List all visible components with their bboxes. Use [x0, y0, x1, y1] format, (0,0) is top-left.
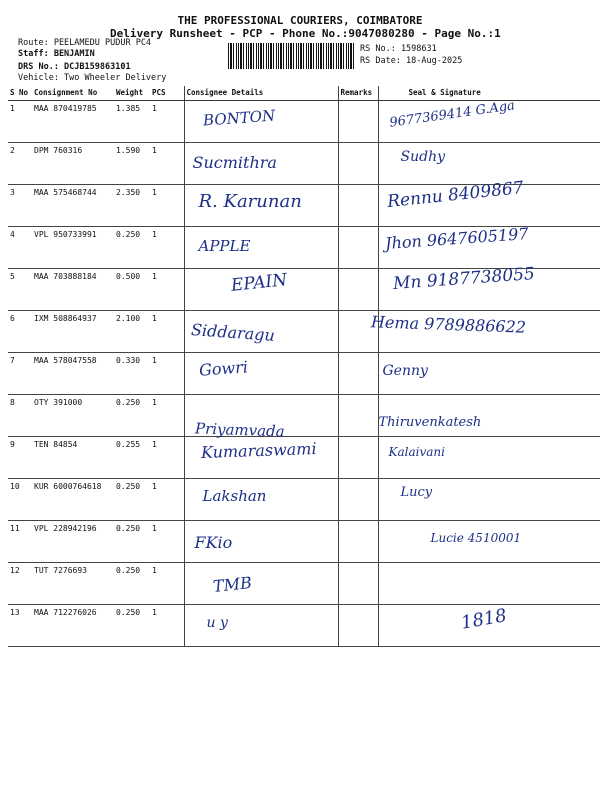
- row-consignee: [184, 143, 338, 185]
- row-weight: 0.250: [114, 395, 150, 437]
- row-consignee: [184, 605, 338, 647]
- handwritten-consignee-name: Gowri: [197, 357, 248, 380]
- row-sno: 2: [8, 143, 32, 185]
- row-consignment-no: DPM 760316: [32, 143, 114, 185]
- col-sno-header: S No: [8, 86, 32, 101]
- row-sno: 9: [8, 437, 32, 479]
- row-remarks: [338, 605, 378, 647]
- row-signature: [378, 605, 600, 647]
- row-remarks: [338, 227, 378, 269]
- table-row: [8, 353, 600, 395]
- row-consignee: [184, 227, 338, 269]
- table-row: [8, 101, 600, 143]
- row-consignment-no: TUT 7276693: [32, 563, 114, 605]
- row-consignee: [184, 311, 338, 353]
- row-pcs: 1: [150, 269, 184, 311]
- row-pcs: 1: [150, 479, 184, 521]
- row-signature: [378, 224, 600, 269]
- handwritten-signature: Jhon 9647605197: [384, 224, 529, 253]
- handwritten-consignee-name: u y: [206, 615, 228, 631]
- row-consignee: [184, 479, 338, 521]
- row-remarks: [338, 269, 378, 311]
- row-weight: 0.330: [114, 353, 150, 395]
- row-signature: [378, 479, 600, 521]
- col-consignment-header: Consignment No: [32, 86, 114, 101]
- row-remarks: [338, 437, 378, 479]
- row-consignee: [184, 521, 338, 563]
- row-remarks: [338, 479, 378, 521]
- row-pcs: 1: [150, 605, 184, 647]
- handwritten-consignee-name: EPAIN: [229, 270, 288, 296]
- handwritten-signature: Kalaivani: [388, 445, 445, 459]
- handwritten-signature: 1818: [459, 605, 508, 634]
- row-weight: 0.255: [114, 437, 150, 479]
- row-consignee: [184, 269, 338, 311]
- handwritten-signature: Mn 9187738055: [391, 264, 535, 294]
- row-sno: 5: [8, 269, 32, 311]
- row-sno: 7: [8, 353, 32, 395]
- handwritten-signature: Hema 9789886622: [370, 312, 526, 337]
- row-remarks: [338, 101, 378, 143]
- runsheet-title: Delivery Runsheet - PCP - Phone No.:9047080280 - Page No.:1: [110, 27, 501, 40]
- row-signature: [378, 177, 600, 227]
- row-remarks: [338, 185, 378, 227]
- row-remarks: [338, 353, 378, 395]
- col-remarks-header: Remarks: [338, 86, 378, 101]
- row-pcs: 1: [150, 521, 184, 563]
- handwritten-signature: Lucy: [400, 485, 433, 500]
- row-signature: [378, 264, 600, 311]
- row-consignment-no: TEN 84854: [32, 437, 114, 479]
- row-consignment-no: MAA 578047558: [32, 353, 114, 395]
- handwritten-consignee-name: Priyamvada: [194, 419, 285, 441]
- row-sno: 6: [8, 311, 32, 353]
- col-consignee-header: Consignee Details: [184, 86, 338, 101]
- row-consignment-no: VPL 228942196: [32, 521, 114, 563]
- table-row: [8, 605, 600, 647]
- handwritten-signature: Sudhy: [400, 149, 445, 165]
- table-row: [8, 269, 600, 311]
- handwritten-signature: Rennu 8409867: [385, 177, 524, 213]
- row-sno: 4: [8, 227, 32, 269]
- row-weight: 0.250: [114, 521, 150, 563]
- table-row: [8, 311, 600, 353]
- row-pcs: 1: [150, 563, 184, 605]
- row-weight: 1.590: [114, 143, 150, 185]
- row-weight: 0.250: [114, 227, 150, 269]
- row-consignee: [184, 563, 338, 605]
- handwritten-signature: 9677369414 G.Aga: [388, 98, 516, 131]
- table-row: [8, 395, 600, 437]
- row-pcs: 1: [150, 101, 184, 143]
- handwritten-signature: Genny: [382, 363, 428, 379]
- row-consignment-no: KUR 6000764618: [32, 479, 114, 521]
- row-consignee: [184, 437, 338, 479]
- row-signature: [378, 563, 600, 605]
- drs-number: DRS No.: DCJB159863101: [18, 62, 131, 72]
- row-weight: 0.250: [114, 479, 150, 521]
- col-pcs-header: PCS: [150, 86, 184, 101]
- row-signature: [378, 98, 600, 143]
- row-pcs: 1: [150, 311, 184, 353]
- col-weight-header: Weight: [114, 86, 150, 101]
- vehicle-label: Vehicle: Two Wheeler Delivery: [18, 73, 167, 83]
- row-signature: [378, 437, 600, 479]
- row-weight: 0.250: [114, 605, 150, 647]
- handwritten-signature: Lucie 4510001: [430, 531, 522, 545]
- row-remarks: [338, 563, 378, 605]
- row-signature: [378, 521, 600, 563]
- company-name: THE PROFESSIONAL COURIERS, COIMBATORE: [177, 14, 423, 27]
- handwritten-consignee-name: Lakshan: [202, 487, 267, 505]
- row-pcs: 1: [150, 227, 184, 269]
- handwritten-consignee-name: BONTON: [201, 106, 276, 130]
- handwritten-consignee-name: Siddaragu: [189, 320, 275, 345]
- row-consignment-no: MAA 575468744: [32, 185, 114, 227]
- row-consignment-no: MAA 703888184: [32, 269, 114, 311]
- row-remarks: [338, 521, 378, 563]
- row-weight: 2.350: [114, 185, 150, 227]
- row-weight: 1.385: [114, 101, 150, 143]
- row-weight: 0.500: [114, 269, 150, 311]
- row-pcs: 1: [150, 353, 184, 395]
- rs-number: RS No.: 1598631: [360, 44, 437, 54]
- row-remarks: [338, 395, 378, 437]
- table-row: [8, 185, 600, 227]
- row-remarks: [338, 143, 378, 185]
- runsheet-table: [8, 86, 600, 647]
- row-consignment-no: VPL 950733991: [32, 227, 114, 269]
- row-sno: 1: [8, 101, 32, 143]
- row-consignment-no: IXM 508864937: [32, 311, 114, 353]
- row-weight: 0.250: [114, 563, 150, 605]
- table-row: [8, 521, 600, 563]
- route-label: Route: PEELAMEDU PUDUR PC4: [18, 38, 152, 48]
- row-signature: [378, 395, 600, 437]
- row-signature: [370, 311, 600, 353]
- table-row: [8, 563, 600, 605]
- row-weight: 2.100: [114, 311, 150, 353]
- staff-label: Staff: BENJAMIN: [18, 49, 95, 59]
- handwritten-signature: Thiruvenkatesh: [378, 415, 482, 430]
- table-row: [8, 227, 600, 269]
- row-pcs: 1: [150, 437, 184, 479]
- row-consignee: [184, 353, 338, 395]
- row-consignee: [184, 395, 338, 441]
- row-sno: 12: [8, 563, 32, 605]
- row-signature: [378, 353, 600, 395]
- table-row: [8, 437, 600, 479]
- row-pcs: 1: [150, 395, 184, 437]
- handwritten-consignee-name: R. Karunan: [198, 191, 302, 212]
- row-signature: [378, 143, 600, 185]
- row-consignee: [184, 185, 338, 227]
- row-consignee: [184, 101, 338, 143]
- rs-date: RS Date: 18-Aug-2025: [360, 56, 463, 66]
- row-sno: 8: [8, 395, 32, 437]
- row-sno: 10: [8, 479, 32, 521]
- row-pcs: 1: [150, 143, 184, 185]
- row-sno: 13: [8, 605, 32, 647]
- handwritten-consignee-name: APPLE: [198, 237, 251, 255]
- row-consignment-no: MAA 870419785: [32, 101, 114, 143]
- col-signature-header: Seal & Signature: [378, 86, 600, 101]
- handwritten-consignee-name: Kumaraswami: [200, 438, 317, 463]
- handwritten-consignee-name: TMB: [211, 573, 253, 596]
- row-consignment-no: OTY 391000: [32, 395, 114, 437]
- table-row: [8, 479, 600, 521]
- handwritten-consignee-name: Sucmithra: [192, 153, 277, 172]
- row-consignment-no: MAA 712276026: [32, 605, 114, 647]
- row-pcs: 1: [150, 185, 184, 227]
- row-sno: 11: [8, 521, 32, 563]
- row-sno: 3: [8, 185, 32, 227]
- barcode-image: [228, 43, 356, 69]
- handwritten-consignee-name: FKio: [194, 533, 233, 552]
